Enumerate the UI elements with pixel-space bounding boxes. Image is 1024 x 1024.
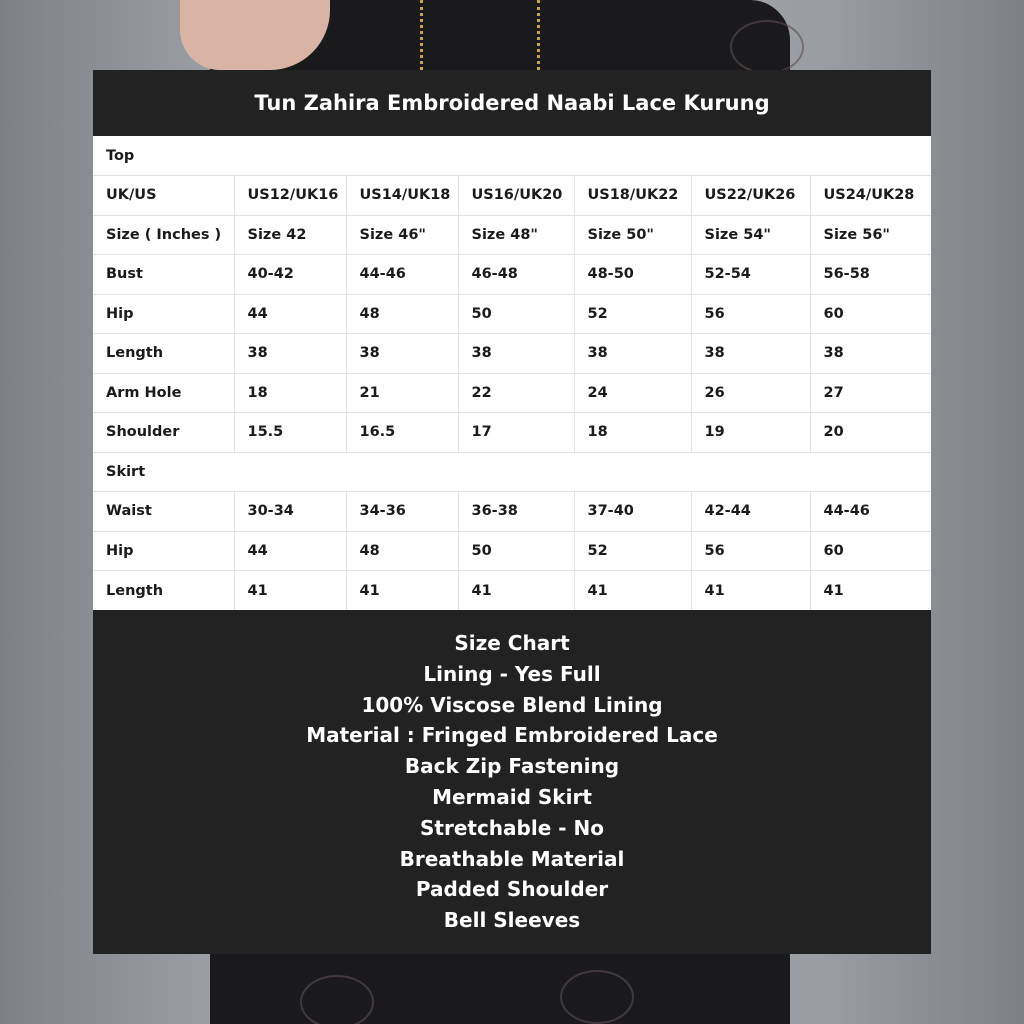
table-cell: 38 [458,334,574,374]
feature-item: Back Zip Fastening [404,754,620,779]
table-cell: 30-34 [234,492,346,532]
table-cell: 48-50 [574,255,691,295]
table-cell: 50 [458,531,574,571]
row-label: UK/US [93,176,234,216]
feature-item: Material : Fringed Embroidered Lace [306,723,718,748]
table-cell: 56-58 [810,255,931,295]
lace-motif [730,20,804,74]
table-cell: 60 [810,294,931,334]
size-table-container [93,136,931,610]
feature-item: Lining - Yes Full [423,661,601,686]
row-label: Size ( Inches ) [93,215,234,255]
table-cell: 52 [574,294,691,334]
row-label: Bust [93,255,234,295]
table-cell: 41 [823,582,844,599]
feature-item: Stretchable - No [420,815,604,840]
feature-item: Breathable Material [399,846,625,871]
table-cell: Size 48" [458,215,574,255]
necklace-chain [420,0,540,70]
table-cell: 41 [346,571,458,611]
size-chart-card [93,70,931,954]
feature-item: 100% Viscose Blend Lining [361,692,663,717]
table-cell: 46-48 [458,255,574,295]
table-row [93,294,931,334]
table-cell: 41 [574,571,691,611]
table-cell: 27 [810,373,931,413]
table-cell: 24 [574,373,691,413]
size-table [93,136,931,610]
table-cell: 44 [234,531,346,571]
table-cell: 41 [234,571,346,611]
feature-item: Mermaid Skirt [432,784,592,809]
row-label: Length [93,571,234,611]
page-title: Tun Zahira Embroidered Naabi Lace Kurung [254,91,770,115]
lace-motif [300,975,374,1024]
section-label: Top [93,136,931,176]
table-row [93,215,931,255]
table-row [93,255,931,295]
feature-item: Padded Shoulder [415,877,609,902]
table-cell: 18 [574,413,691,453]
row-label: Arm Hole [93,373,234,413]
table-row [93,334,931,374]
section-label: Skirt [93,452,931,492]
table-cell: 44-46 [346,255,458,295]
table-cell: 42-44 [691,492,810,532]
table-cell: 38 [574,334,691,374]
table-cell: 52 [574,531,691,571]
table-cell: 56 [691,294,810,334]
table-cell: 36-38 [458,492,574,532]
table-cell: US18/UK22 [574,176,691,216]
row-label: Hip [93,531,234,571]
table-cell: Size 42 [234,215,346,255]
row-label: Hip [93,294,234,334]
table-cell: US22/UK26 [691,176,810,216]
table-cell: 20 [810,413,931,453]
table-cell: Size 56" [810,215,931,255]
table-cell: 38 [691,334,810,374]
table-cell: 50 [458,294,574,334]
table-cell: Size 50" [574,215,691,255]
table-cell: 17 [458,413,574,453]
table-row [93,571,931,611]
feature-item: Size Chart [454,631,570,655]
table-cell: US12/UK16 [234,176,346,216]
table-cell: 60 [810,531,931,571]
feature-item: Bell Sleeves [443,908,581,933]
row-label: Waist [93,492,234,532]
table-cell: 41 [458,571,574,611]
table-cell: 16.5 [346,413,458,453]
table-cell: 44-46 [810,492,931,532]
table-row [93,413,931,453]
row-label: Shoulder [93,413,234,453]
table-cell: 56 [691,531,810,571]
table-cell: US24/UK28 [810,176,931,216]
table-cell: Size 46" [346,215,458,255]
section-row [93,136,931,176]
table-cell: 52-54 [691,255,810,295]
table-cell: 26 [691,373,810,413]
table-cell: 37-40 [574,492,691,532]
table-cell: 15.5 [234,413,346,453]
table-cell: US14/UK18 [346,176,458,216]
table-cell: 38 [234,334,346,374]
table-cell: 21 [346,373,458,413]
table-row [93,492,931,532]
table-cell: 48 [346,531,458,571]
lace-motif [560,970,634,1024]
header-row [93,176,931,216]
table-cell: 22 [458,373,574,413]
row-label: Length [93,334,234,374]
table-cell: 44 [234,294,346,334]
table-cell: 41 [691,571,810,611]
feature-list [93,628,931,936]
table-cell: 48 [346,294,458,334]
table-row [93,531,931,571]
section-row [93,452,931,492]
table-cell: US16/UK20 [458,176,574,216]
table-cell: 40-42 [234,255,346,295]
table-cell: Size 54" [691,215,810,255]
table-cell: 38 [810,334,931,374]
table-cell: 19 [691,413,810,453]
table-cell: 34-36 [346,492,458,532]
table-cell: 18 [234,373,346,413]
table-cell: 38 [346,334,458,374]
table-row [93,373,931,413]
